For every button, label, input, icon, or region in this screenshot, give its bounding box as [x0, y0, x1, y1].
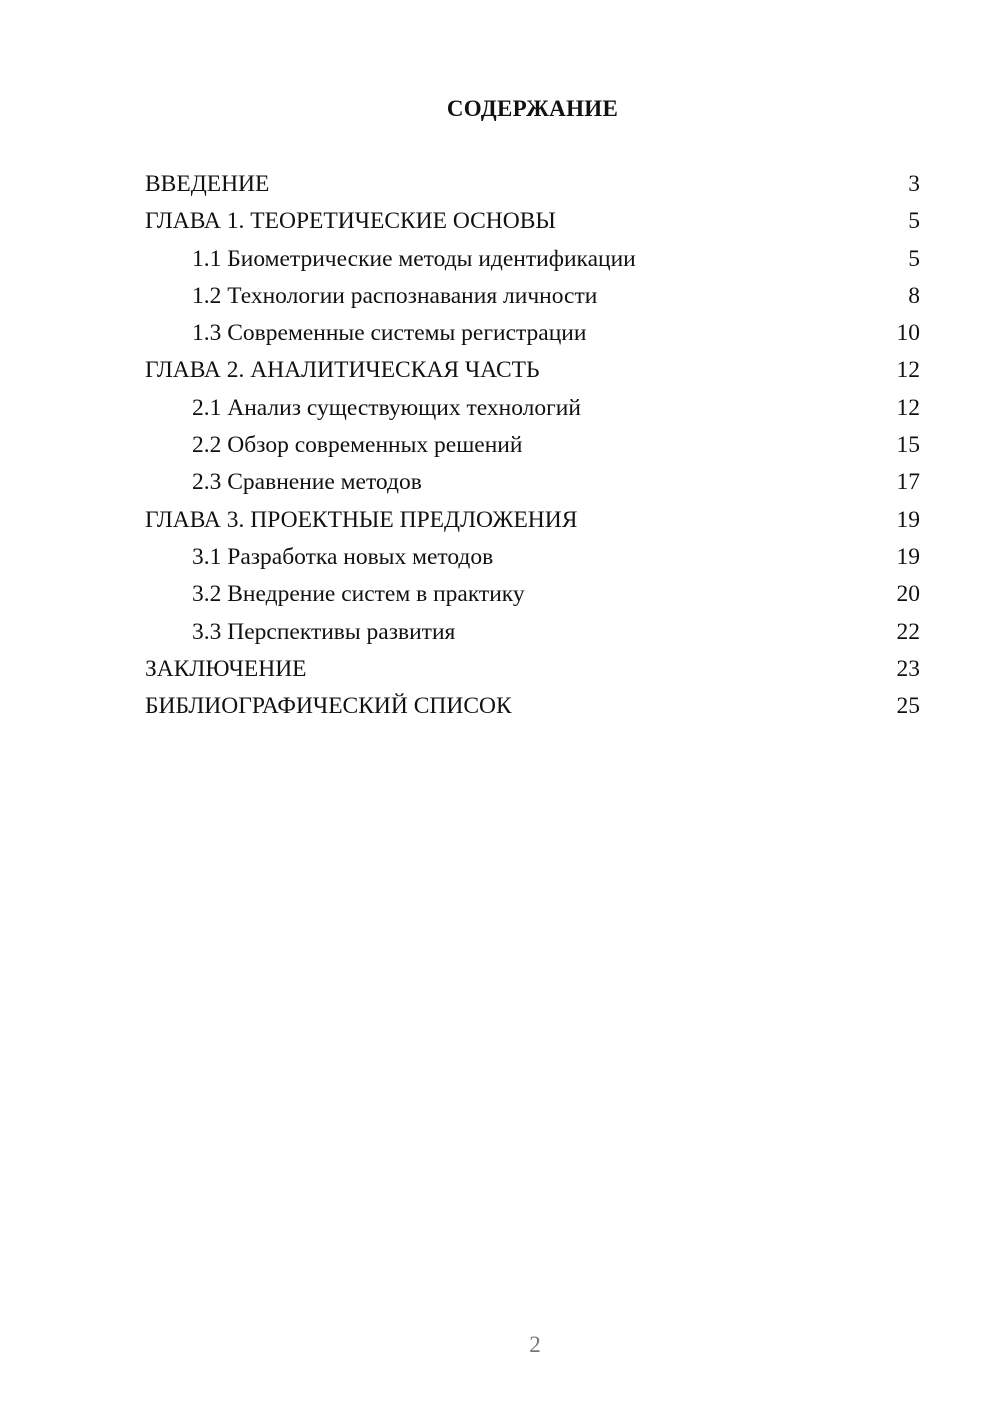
toc-subentry	[145, 427, 920, 464]
toc-entry-label: 1.1 Биометрические методы идентификации	[192, 245, 636, 272]
toc-entry-label: 3.2 Внедрение систем в практику	[192, 581, 525, 608]
toc-entry	[145, 352, 920, 389]
toc-entry-page: 20	[896, 581, 920, 608]
toc-entry-label: 2.2 Обзор современных решений	[192, 432, 523, 459]
toc-entry-page: 22	[896, 618, 920, 645]
toc-entry-page: 19	[896, 506, 920, 533]
toc-entry	[145, 203, 920, 240]
toc-entry-page: 12	[896, 394, 920, 421]
toc-subentry	[145, 241, 920, 278]
page-number: 2	[529, 1332, 541, 1357]
toc-entry-page: 12	[896, 357, 920, 384]
toc-entry-page: 8	[908, 282, 920, 309]
toc-entry	[145, 502, 920, 539]
toc-entry-label: ГЛАВА 3. ПРОЕКТНЫЕ ПРЕДЛОЖЕНИЯ	[145, 506, 578, 533]
toc-entry-page: 19	[896, 543, 920, 570]
table-of-contents	[145, 166, 920, 725]
toc-entry-label: 2.1 Анализ существующих технологий	[192, 394, 581, 421]
toc-entry-label: ГЛАВА 2. АНАЛИТИЧЕСКАЯ ЧАСТЬ	[145, 357, 540, 384]
toc-entry-label: 1.3 Современные системы регистрации	[192, 320, 587, 347]
toc-entry-label: БИБЛИОГРАФИЧЕСКИЙ СПИСОК	[145, 693, 512, 720]
toc-entry-label: 1.2 Технологии распознавания личности	[192, 282, 598, 309]
toc-entry-label: 3.3 Перспективы развития	[192, 618, 456, 645]
toc-entry-page: 10	[896, 320, 920, 347]
toc-entry-label: ВВЕДЕНИЕ	[145, 171, 270, 197]
toc-entry-label: 3.1 Разработка новых методов	[192, 543, 494, 570]
page-title: СОДЕРЖАНИЕ	[446, 96, 619, 121]
toc-entry	[145, 651, 920, 688]
toc-subentry	[145, 278, 920, 315]
toc-entry-page: 3	[908, 171, 920, 197]
toc-entry-page: 25	[896, 693, 920, 720]
toc-entry-page: 23	[896, 655, 920, 682]
toc-entry	[145, 688, 920, 725]
toc-subentry	[145, 614, 920, 651]
toc-subentry	[145, 539, 920, 576]
toc-entry-page: 15	[896, 432, 920, 459]
toc-entry-page: 17	[896, 469, 920, 496]
toc-entry-label: 2.3 Сравнение методов	[192, 469, 422, 496]
toc-entry	[145, 166, 920, 203]
toc-entry-label: ГЛАВА 1. ТЕОРЕТИЧЕСКИЕ ОСНОВЫ	[145, 208, 556, 235]
toc-entry-page: 5	[908, 208, 920, 235]
toc-subentry	[145, 315, 920, 352]
toc-entry-label: ЗАКЛЮЧЕНИЕ	[145, 655, 307, 682]
toc-subentry	[145, 576, 920, 613]
toc-subentry	[145, 390, 920, 427]
toc-subentry	[145, 464, 920, 501]
toc-entry-page: 5	[908, 245, 920, 272]
